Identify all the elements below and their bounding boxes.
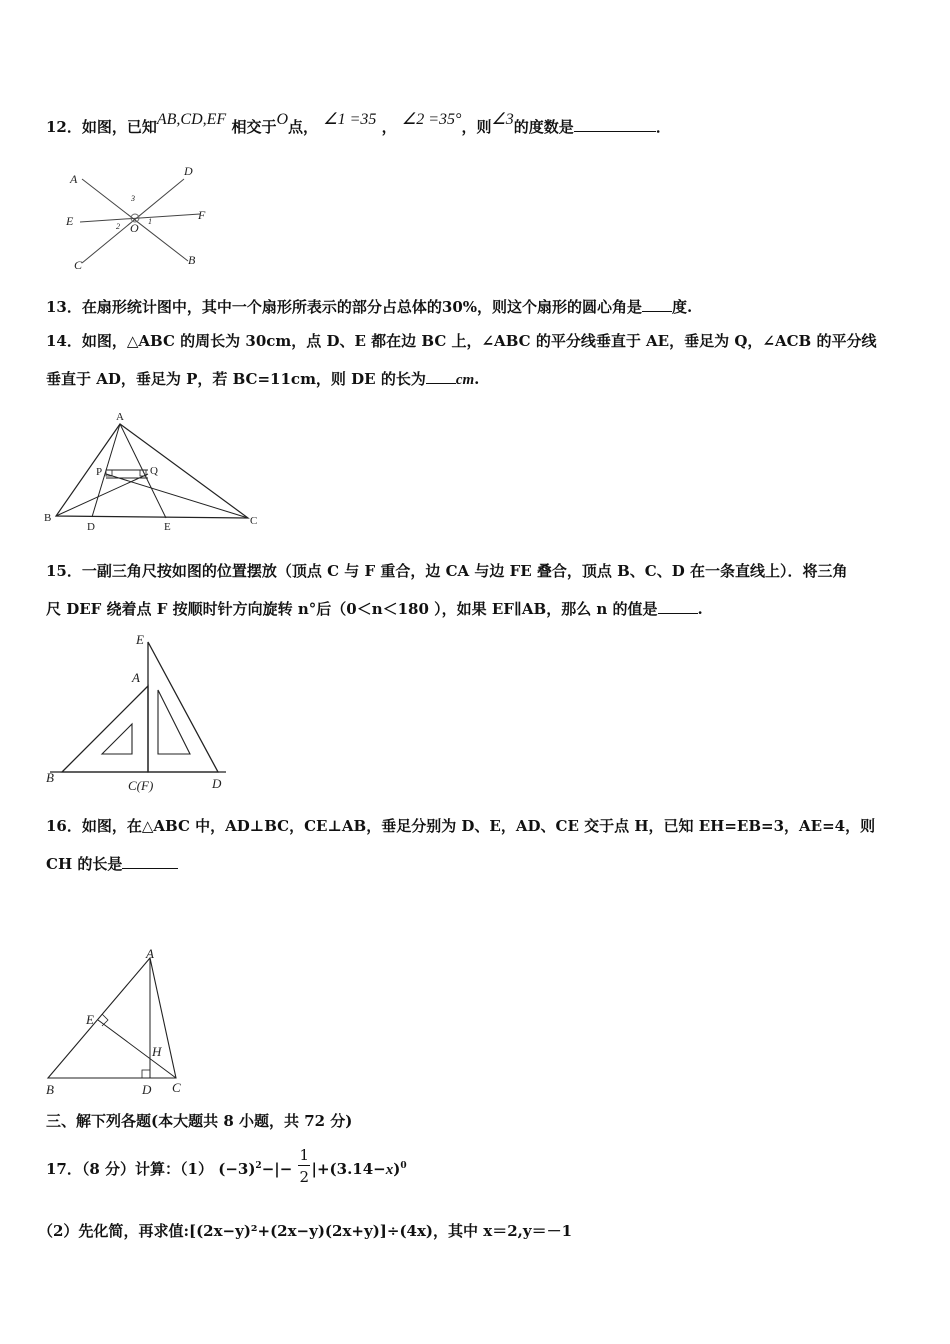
q16-altitude-ce: [98, 1020, 176, 1078]
q14-label-p: P: [96, 466, 103, 478]
question-17-part-2: [38, 1220, 572, 1241]
q15-answer-blank: [658, 599, 698, 614]
q17-fraction: [298, 1146, 312, 1186]
q16-label-c: C: [172, 1080, 181, 1095]
q12-figure: [60, 165, 220, 275]
q14-label-b: B: [44, 512, 52, 524]
q17-head: 17．（8 分）计算：（1）: [46, 1160, 213, 1178]
q12-number-text: 12．如图，已知: [46, 118, 157, 136]
q16-line-1: 16．如图，在△ABC 中，AD⊥BC，CE⊥AB，垂足分别为 D、E，AD、CE 交于点 H，已知 EH=EB=3，AE=4，则: [46, 817, 876, 835]
q14-line-2: 垂直于 AD，垂足为 P，若 BC=11cm，则 DE 的长为: [46, 370, 426, 388]
q12-label-e: E: [66, 214, 74, 228]
q15-figure: [40, 630, 240, 795]
q13-end: 度.: [672, 298, 693, 316]
q15-triangle-def-inner: [158, 690, 190, 754]
q14-label-q: Q: [150, 465, 158, 477]
q17-sup-2: 2: [255, 1161, 262, 1171]
q12-label-2: 2: [116, 222, 120, 231]
q14-label-e: E: [164, 521, 171, 533]
q17-p3: |+(3.14−: [311, 1160, 386, 1178]
q17-sup-0: 0: [400, 1161, 407, 1171]
q12-label-f: F: [198, 208, 206, 222]
q13-answer-blank: [642, 297, 672, 312]
q15-end: .: [697, 600, 703, 618]
q12-label-c: C: [74, 258, 83, 272]
q16-figure: [40, 948, 200, 1098]
q16-answer-blank: [122, 854, 178, 869]
q16-right-angle-d: [142, 1070, 150, 1078]
q16-label-h: H: [152, 1044, 162, 1059]
question-12: [46, 111, 671, 137]
q15-label-e: E: [136, 632, 144, 647]
q15-label-cf: C(F): [128, 778, 154, 793]
q12-text-3: ，则: [461, 118, 492, 136]
question-17-part-1: [46, 1146, 407, 1186]
q16-triangle-abc: [48, 958, 176, 1078]
q14-bisector-b: [56, 474, 148, 516]
q12-text-1: 相交于: [231, 118, 277, 136]
q12-text-2: 点，: [288, 118, 319, 136]
q12-point-o: O: [276, 111, 289, 128]
q14-label-a: A: [116, 411, 124, 423]
q12-text-4: 的度数是: [513, 118, 574, 136]
question-15-line-2: [46, 598, 703, 619]
q17-p1: (−3): [218, 1160, 256, 1178]
q12-angle-1: ∠1 =35: [323, 111, 377, 128]
section-3-heading: [46, 1110, 352, 1131]
q15-line-2: 尺 DEF 绕着点 F 按顺时针方向旋转 n°后（0＜n＜180 ），如果 EF∥AB，那么 n 的值是: [46, 600, 658, 618]
question-15-line-1: [46, 560, 847, 581]
q15-label-d: D: [212, 776, 222, 791]
q12-label-a: A: [70, 172, 78, 186]
q14-segment-ae: [120, 424, 166, 518]
q14-label-d: D: [87, 521, 95, 533]
q15-triangle-abc-inner: [102, 724, 132, 754]
q16-line-2: CH 的长是: [46, 855, 123, 873]
q12-answer-blank: [574, 117, 656, 132]
q16-label-b: B: [46, 1082, 54, 1097]
q14-end: .: [474, 370, 480, 388]
q15-label-b: B: [46, 770, 54, 785]
q14-bisector-c: [106, 474, 248, 518]
question-14-line-1: [46, 330, 876, 351]
q15-line-1: 15．一副三角尺按如图的位置摆放（顶点 C 与 F 重合，边 CA 与边 FE 叠合，顶点 B、C、D 在一条直线上）．将三角: [46, 562, 848, 580]
q12-sep: ，: [381, 118, 397, 136]
q17-fraction-bar: [298, 1165, 310, 1166]
q17-x: x: [385, 1162, 394, 1178]
q12-label-3: 3: [131, 194, 135, 203]
q17-p2: −|−: [261, 1160, 293, 1178]
q17-part-2-text: （2）先化简，再求值:[(2x−y)²+(2x−y)(2x+y)]÷(4x)，其中 x＝2,y＝－1: [38, 1222, 573, 1240]
q15-label-a: A: [132, 670, 140, 685]
q12-angle-3: ∠3: [491, 111, 514, 128]
q12-label-d: D: [184, 164, 193, 178]
question-14-line-2: [46, 368, 479, 389]
section-3-text: 三、解下列各题(本大题共 8 小题，共 72 分): [46, 1112, 353, 1130]
q12-lines-math: AB,CD,EF: [156, 111, 227, 128]
q14-line-1: 14．如图，△ABC 的周长为 30cm，点 D、E 都在边 BC 上，∠ABC 的平分线垂直于 AE，垂足为 Q，∠ACB 的平分线: [46, 332, 877, 350]
q14-answer-blank: [426, 369, 456, 384]
question-16-line-2: [46, 853, 178, 874]
q16-label-a: A: [146, 946, 154, 961]
q12-angle-2: ∠2 =35°: [401, 111, 462, 128]
q14-label-c: C: [250, 515, 258, 527]
q12-label-b: B: [188, 253, 196, 267]
q15-triangle-abc: [62, 686, 148, 772]
q17-p4: ): [393, 1160, 401, 1178]
question-13: [46, 296, 692, 317]
q17-fraction-denominator: 2: [299, 1168, 310, 1186]
q12-label-1: 1: [148, 217, 152, 226]
q16-label-e: E: [86, 1012, 94, 1027]
q14-unit: cm: [455, 372, 475, 388]
q16-label-d: D: [142, 1082, 152, 1097]
question-16-line-1: [46, 815, 875, 836]
q13-text: 13．在扇形统计图中，其中一个扇形所表示的部分占总体的30%，则这个扇形的圆心角是: [46, 298, 643, 316]
q17-fraction-numerator: 1: [299, 1146, 310, 1164]
q12-label-o: O: [130, 221, 139, 235]
q12-end: ．: [655, 118, 671, 136]
q14-figure: [42, 408, 272, 533]
